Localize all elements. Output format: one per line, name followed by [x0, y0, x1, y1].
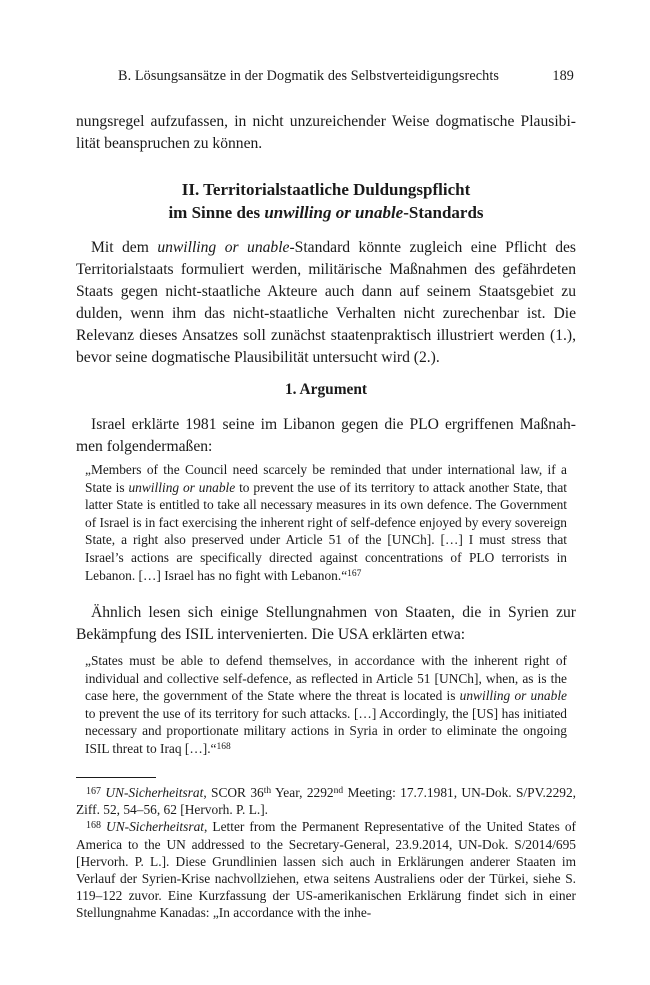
quote2-italic: unwilling or unable: [459, 688, 567, 704]
quote1-pre: „Members of the Council need scarcely be reminded that under international law, if a State is: [85, 462, 567, 495]
paragraph-3: [76, 602, 576, 646]
para1-italic: unwilling or unable: [157, 239, 290, 256]
section-heading-line2-italic: unwilling or unable: [264, 203, 404, 222]
footnote-167: [76, 784, 576, 818]
para1-post: -Standard könnte zugleich eine Pflicht des Territorialstaats formuliert werden, militärische Maßnahmen des gefährdeten Staats gegen nicht-staatliche Akteure auch dann auf seinem Staatsgebiet zu dulden, wenn ihm das nicht-staatliche Verhalten nicht zurechenbar ist. Die Relevanz dieses Ansatzes soll zunächst staatenpraktisch illustriert werden (1.), bevor seine dogmatische Plausibilität untersucht wird (2.).: [76, 239, 576, 366]
quote2-pre: „States must be able to defend themselves, in accordance with the inherent right of individual and collective self-defence, as reflected in Article 51 [UNCh], when, as is the case here, the government of the State where the threat is located is: [85, 653, 567, 704]
footnote-text: , SCOR 36: [203, 785, 264, 800]
footnote-divider: [76, 777, 156, 778]
footnote-author: UN-Sicherheitsrat: [106, 819, 204, 835]
running-head: [76, 68, 576, 88]
paragraph-1: [76, 237, 576, 369]
running-head-title: B. Lösungsansätze in der Dogmatik des Selbstverteidigungsrechts: [118, 68, 500, 84]
footnote-text: Year, 2292: [271, 785, 334, 800]
footnote-168: [76, 818, 576, 921]
quote2-post: to prevent the use of its territory for such attacks. […] Accordingly, the [US] has initiated necessary and proportionate military actions in Syria in order to eliminate the ongoing ISIL threat to Iraq […].“: [85, 705, 567, 756]
para1-pre: Mit dem: [91, 239, 158, 256]
footnote-sup: th: [263, 786, 272, 796]
paragraph-3-text: Ähnlich lesen sich einige Stellungnahmen von Staaten, die in Syrien zur Bekämpfung des ISIL intervenierten. Die USA erklärten etwa:: [76, 604, 576, 643]
section-heading: [76, 178, 576, 224]
quote1-post: to prevent the use of its territory to attack another State, that latter State is entitled to take all necessary measures in its own defence. The Government of Israel is in fact exercising the inherent right of self-defence enjoyed by every sovereign State, a right also preserved under Article 51 of the [UNCh]. […] I must stress that Israel’s actions are specifically directed against concentrations of PLO terrorists in Lebanon. […] Israel has no fight with Lebanon.“: [85, 479, 567, 583]
footnotes: [76, 784, 576, 922]
footnote-ref-168[interactable]: 168: [216, 741, 231, 752]
footnote-ref-167[interactable]: 167: [347, 568, 362, 579]
footnote-number: 168: [86, 820, 101, 832]
section-heading-line2-post: -Standards: [403, 203, 484, 222]
paragraph-1-text: [76, 237, 576, 369]
paragraph-2: [76, 414, 576, 458]
block-quote-1: [76, 461, 567, 584]
intro-text: nungsregel aufzufassen, in nicht unzureichender Weise dogmatische Plausibilität beanspruchen zu können.: [76, 113, 576, 152]
footnote-number: 167: [86, 786, 101, 797]
footnote-sup: nd: [333, 786, 344, 796]
subheading: 1. Argument: [284, 381, 368, 398]
section-heading-line2-pre: im Sinne des: [168, 203, 265, 222]
section-heading-line1: II. Territorialstaatliche Duldungspflicht: [181, 180, 471, 199]
paragraph-2-text: Israel erklärte 1981 seine im Libanon gegen die PLO ergriffenen Maßnahmen folgendermaßen:: [76, 416, 576, 455]
section-heading-line2: [76, 201, 576, 224]
footnote-author: UN-Sicherheitsrat: [105, 785, 204, 800]
intro-paragraph: [76, 111, 576, 155]
quote1-italic: unwilling or unable: [128, 479, 236, 495]
page-number: 189: [552, 68, 574, 84]
block-quote-2: [76, 652, 567, 758]
footnote-text: , Letter from the Permanent Representative of the United States of America to the UN addressed to the Secretary-General, 23.9.2014, UN-Dok. S/2014/695 [Hervorh. P. L.]. Diese Grundlinien lassen sich auch in Erklärungen anderer Staaten im Verlauf der Syrien-Krise nachvollziehen, etwa seitens Australiens oder der Türkei, siehe S. 119–122 zuvor. Eine Kurzfassung der US-amerikanischen Erklärung findet sich in einer Stellungnahme Kanadas: „In accordance with the inhe-: [76, 819, 576, 921]
footnote-text: Meeting: 17.7.1981, UN-Dok. S/PV.2292, Ziff. 52, 54–56, 62 [Hervorh. P. L.].: [76, 785, 577, 818]
quote-2-text: [76, 652, 567, 758]
quote-1-text: [76, 461, 567, 584]
